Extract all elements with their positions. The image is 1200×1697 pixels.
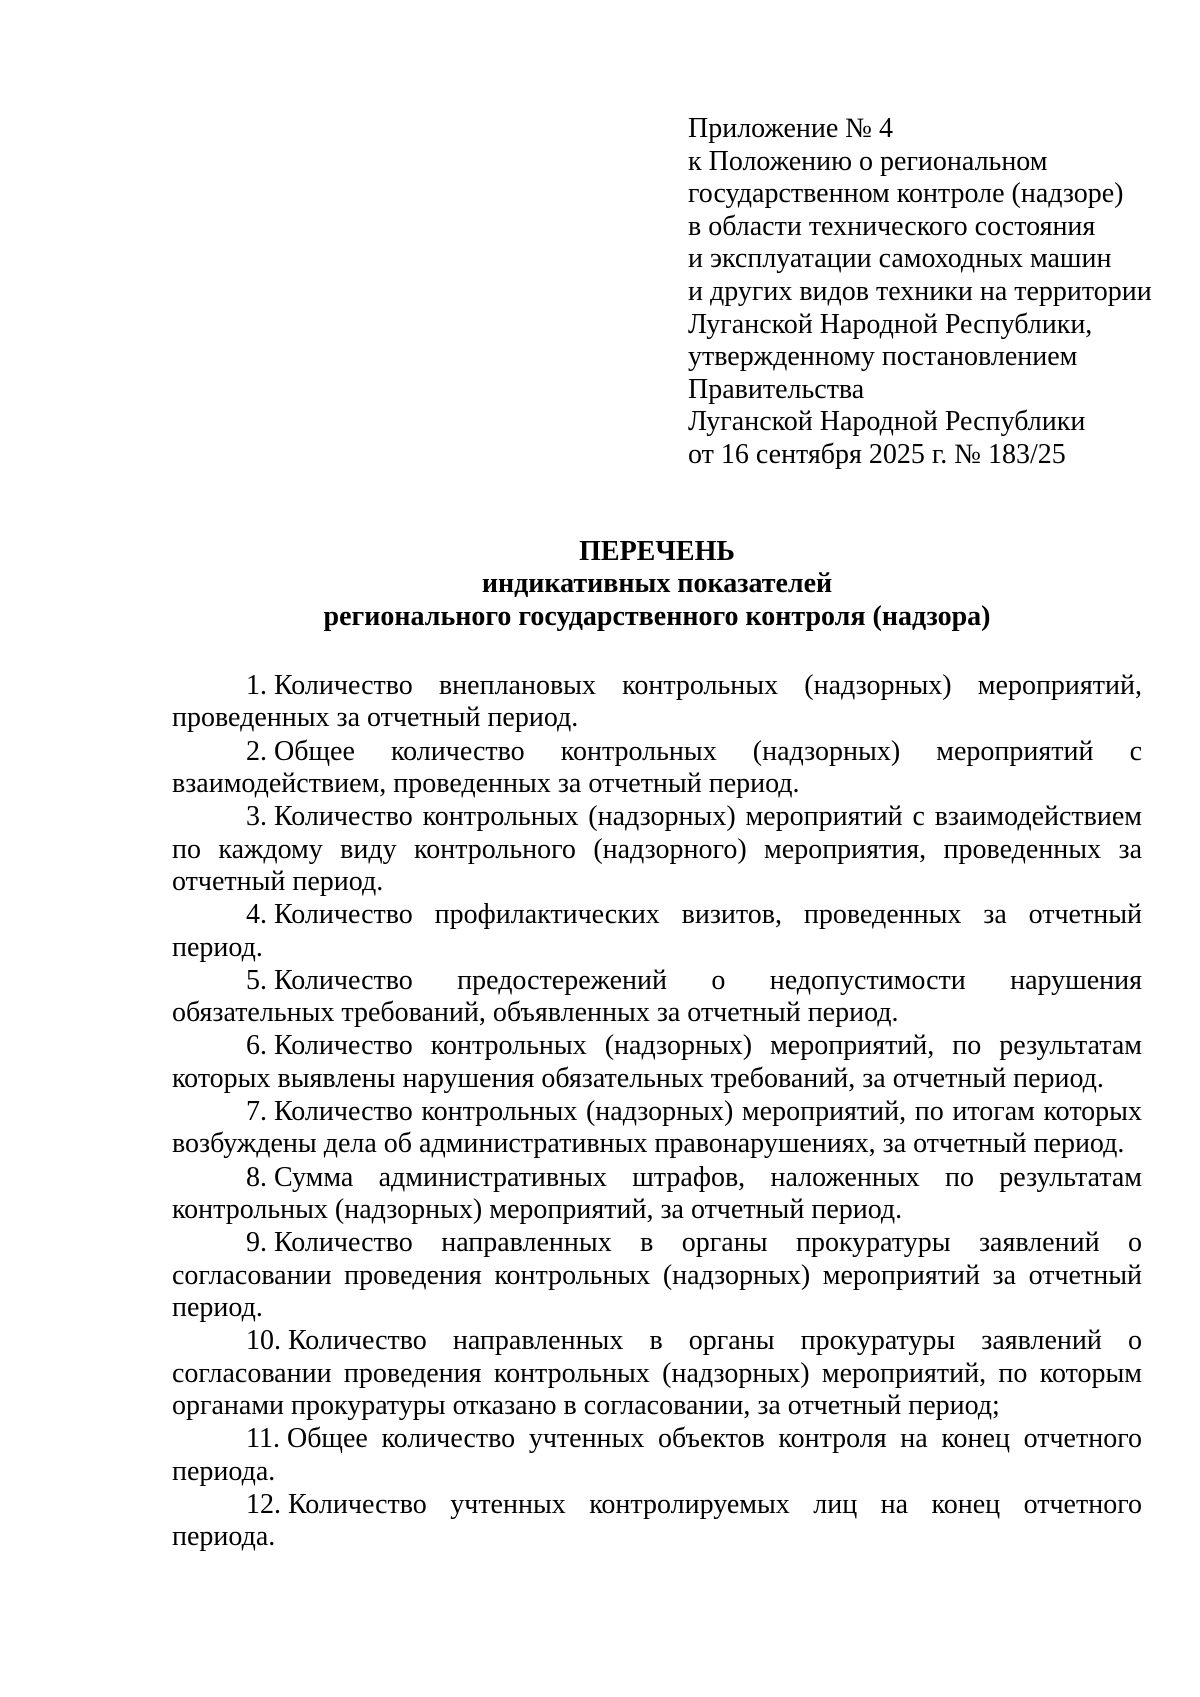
item-number: 5. (246, 964, 267, 996)
list-item (172, 1489, 1142, 1554)
appendix-line: от 16 сентября 2025 г. № 183/25 (688, 438, 1066, 470)
item-text: Общее количество контрольных (надзорных) мероприятий с взаимодействием, проведенных за отчетный период. (172, 735, 1142, 800)
title-subheading: индикативных показателей (481, 568, 833, 600)
item-number: 1. (246, 670, 267, 701)
appendix-line: Луганской Народной Республики (688, 406, 1086, 438)
item-number: 2. (246, 735, 267, 767)
item-number: 8. (246, 1161, 267, 1193)
item-text: Количество направленных в органы прокуратуры заявлений о согласовании проведения контрольных (надзорных) мероприятий, по которым органами прокуратуры отказано в согласовании, за отчетный период; (172, 1325, 1142, 1422)
appendix-line: утвержденному постановлением (688, 341, 1078, 373)
item-text: Количество профилактических визитов, проведенных за отчетный период. (172, 899, 1142, 963)
item-number: 11. (246, 1423, 280, 1455)
list-item (172, 965, 1142, 1030)
appendix-line: государственном контроле (надзоре) (688, 178, 1124, 210)
list-item (172, 670, 1142, 735)
list-item (172, 1096, 1142, 1161)
document-title (172, 536, 1142, 633)
item-number: 6. (246, 1030, 267, 1062)
appendix-line: Приложение № 4 (688, 113, 893, 144)
appendix-line: и других видов техники на территории (688, 275, 1152, 307)
item-number: 12. (246, 1488, 281, 1520)
item-number: 10. (246, 1325, 281, 1357)
list-item (172, 1325, 1142, 1422)
indicator-list (172, 670, 1142, 1555)
list-item (172, 1423, 1142, 1488)
appendix-line: и эксплуатации самоходных машин (688, 243, 1112, 275)
item-text: Общее количество учтенных объектов контроля на конец отчетного периода. (172, 1423, 1142, 1487)
item-text: Количество предостережений о недопустимости нарушения обязательных требований, объявленных за отчетный период. (172, 964, 1142, 1029)
title-subheading: регионального государственного контроля (надзора) (323, 600, 991, 632)
item-number: 9. (246, 1227, 267, 1259)
list-item (172, 736, 1142, 801)
appendix-line: Луганской Народной Республики, (688, 308, 1093, 340)
item-text: Количество контрольных (надзорных) мероприятий с взаимодействием по каждому виду контрольного (надзорного) мероприятия, проведенных за отчетный период. (172, 801, 1142, 898)
list-item (172, 801, 1142, 898)
item-text: Сумма административных штрафов, наложенных по результатам контрольных (надзорных) мероприятий, за отчетный период. (172, 1161, 1142, 1226)
appendix-header (688, 113, 1168, 472)
item-text: Количество учтенных контролируемых лиц на конец отчетного периода. (172, 1488, 1142, 1553)
list-item (172, 1227, 1142, 1324)
list-item (172, 1030, 1142, 1095)
item-number: 4. (246, 899, 267, 931)
item-text: Количество направленных в органы прокуратуры заявлений о согласовании проведения контрольных (надзорных) мероприятий за отчетный период. (172, 1227, 1142, 1324)
item-number: 3. (246, 801, 267, 833)
list-item (172, 1162, 1142, 1227)
item-text: Количество контрольных (надзорных) мероприятий, по результатам которых выявлены нарушения обязательных требований, за отчетный период. (172, 1030, 1142, 1094)
list-item (172, 899, 1142, 964)
item-text: Количество внеплановых контрольных (надзорных) мероприятий, проведенных за отчетный период. (172, 670, 1142, 734)
item-number: 7. (246, 1096, 267, 1128)
appendix-line: Правительства (688, 373, 865, 405)
appendix-line: в области технического состояния (688, 210, 1096, 242)
appendix-line: к Положению о региональном (688, 145, 1048, 177)
item-text: Количество контрольных (надзорных) мероприятий, по итогам которых возбуждены дела об административных правонарушениях, за отчетный период. (172, 1096, 1142, 1160)
title-heading: ПЕРЕЧЕНЬ (579, 536, 735, 567)
